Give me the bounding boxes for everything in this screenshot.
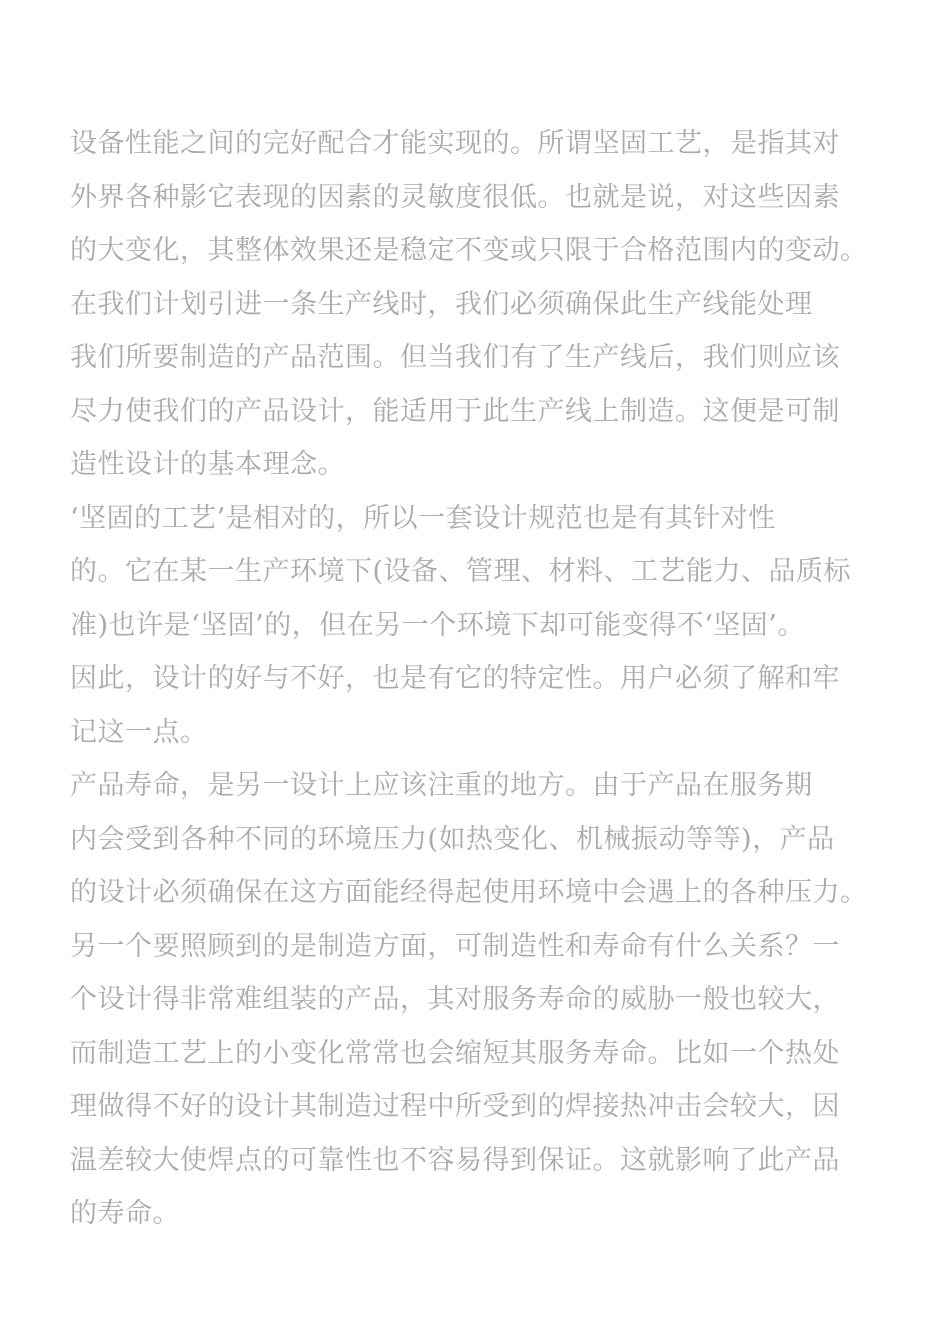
text-line: 个设计得非常难组装的产品，其对服务寿命的威胁一般也较大， <box>70 984 840 1015</box>
body-text <box>70 117 900 1241</box>
text-line: 另一个要照顾到的是制造方面，可制造性和寿命有什么关系？一 <box>70 930 840 962</box>
text-line: 尽力使我们的产品设计，能适用于此生产线上制造。这便是可制 <box>70 395 840 427</box>
text-line: 的。它在某一生产环境下(设备、管理、材料、工艺能力、品质标 <box>70 556 852 587</box>
text-line: 而制造工艺上的小变化常常也会缩短其服务寿命。比如一个热处 <box>70 1037 840 1069</box>
paragraph-start-line: ‘坚固的工艺’是相对的，所以一套设计规范也是有其针对性 <box>70 502 776 534</box>
text-line: 记这一点。 <box>70 716 208 748</box>
paragraph-start-line: 产品寿命，是另一设计上应该注重的地方。由于产品在服务期 <box>70 770 813 801</box>
text-line: 因此，设计的好与不好，也是有它的特定性。用户必须了解和牢 <box>70 663 840 694</box>
text-line: 的寿命。 <box>70 1198 180 1229</box>
text-line: 造性设计的基本理念。 <box>70 449 345 480</box>
text-line: 的大变化，其整体效果还是稳定不变或只限于合格范围内的变动。 <box>70 235 868 266</box>
text-line: 温差较大使焊点的可靠性也不容易得到保证。这就影响了此产品 <box>70 1144 840 1176</box>
text-line: 设备性能之间的完好配合才能实现的。所谓坚固工艺，是指其对 <box>70 128 840 159</box>
paragraph-start-line: 在我们计划引进一条生产线时，我们必须确保此生产线能处理 <box>70 288 813 320</box>
text-line: 内会受到各种不同的环境压力(如热变化、机械振动等等)，产品 <box>70 823 835 855</box>
text-line: 的设计必须确保在这方面能经得起使用环境中会遇上的各种压力。 <box>70 877 868 908</box>
text-line: 准)也许是‘坚固’的，但在另一个环境下却可能变得不‘坚固’。 <box>70 609 805 641</box>
text-line: 我们所要制造的产品范围。但当我们有了生产线后，我们则应该 <box>70 342 840 373</box>
text-line: 理做得不好的设计其制造过程中所受到的焊接热冲击会较大，因 <box>70 1091 840 1122</box>
text-line: 外界各种影它表现的因素的灵敏度很低。也就是说，对这些因素 <box>70 181 840 213</box>
